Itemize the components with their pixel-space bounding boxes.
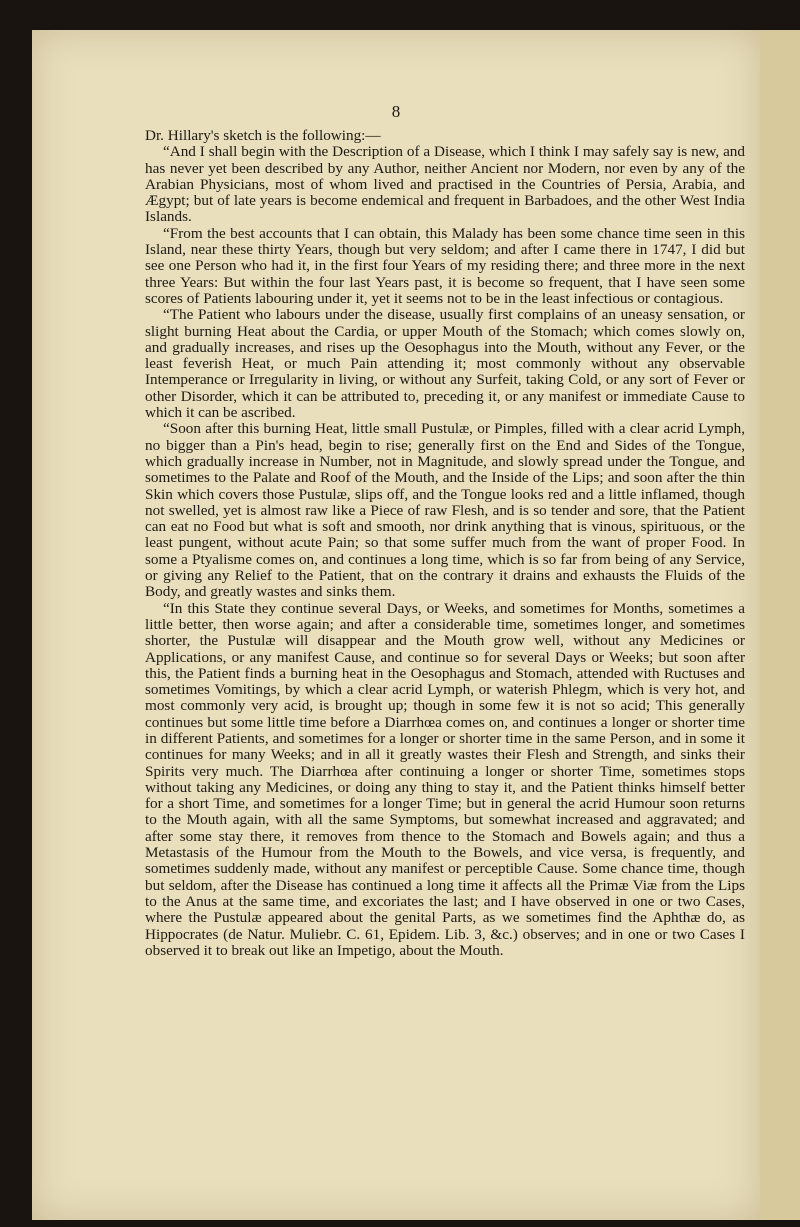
page-number: 8 [391,102,401,121]
body-text [145,128,745,959]
paragraph: “The Patient who labours under the disease, usually first complains of an uneasy sensation, or slight burning Heat about the Cardia, or upper Mouth of the Stomach; which comes slowly on, and gradually increases, and rises up the Oesophagus into the Mouth, without any Fever, or the least feverish Heat, or much Pain attending it; most commonly without any observable Intemperance or Irregularity in living, or without any Surfeit, taking Cold, or any sort of Fever or other Disorder, which it can be attributed to, preceding it, or any manifest or immediate Cause to which it can be ascribed. [145,306,745,422]
adjacent-page-edge [760,30,800,1220]
paragraph: “Soon after this burning Heat, little small Pustulæ, or Pimples, filled with a clear acrid Lymph, no bigger than a Pin's head, begin to rise; generally first on the End and Sides of the Tongue, which gradually increase in Number, not in Magnitude, and slowly spread under the Tongue, and sometimes to the Palate and Roof of the Mouth, and the Inside of the Lips; and soon after the thin Skin which covers those Pustulæ, slips off, and the Tongue looks red and a little inflamed, though not swelled, yet is almost raw like a Piece of raw Flesh, and is so tender and sore, that the Patient can eat no Food but what is soft and smooth, nor drink anything that is vinous, spirituous, or the least pungent, without acute Pain; so that some suffer much from the want of proper Food. In some a Ptyalisme comes on, and continues a long time, which is so far from being of any Service, or giving any Relief to the Patient, that on the contrary it drains and exhausts the Fluids of the Body, and greatly wastes and sinks them. [145,420,745,601]
paragraph: Dr. Hillary's sketch is the following:— [145,127,381,144]
book-page [32,30,760,1220]
paragraph: “From the best accounts that I can obtain, this Malady has been some chance time seen in this Island, near these thirty Years, though but very seldom; and after I came there in 1747, I did but see one Person who had it, in the first four Years of my residing there; and three more in the next three Years: But within the four last Years past, it is become so frequent, that I have seen some scores of Patients labouring under it, yet it seems not to be in the least infectious or contagious. [145,224,745,307]
paragraph: “In this State they continue several Days, or Weeks, and sometimes for Months, sometimes a little better, then worse again; and after a considerable time, sometimes longer, and sometimes shorter, the Pustulæ will disappear and the Mouth grow well, without any Medicines or Applications, or any manifest Cause, and continue so for several Days or Weeks; but soon after this, the Patient finds a burning heat in the Oesophagus and Stomach, attended with Ructuses and sometimes Vomitings, by which a clear acrid Lymph, or waterish Phlegm, which is very hot, and most commonly very acid, is brought up; though in some few it is not so acid; This generally continues but some little time before a Diarrhœa comes on, and continues a longer or shorter time in different Patients, and sometimes for a longer or shorter time in the same Person, and in some it continues for many Weeks; and in all it greatly wastes their Flesh and Strength, and sinks their Spirits very much. The Diarrhœa after continuing a longer or shorter Time, sometimes stops without taking any Medicines, or doing any thing to stay it, and the Patient thinks himself better for a short Time, and sometimes for a longer Time; but in general the acrid Humour soon returns to the Mouth again, with all the same Symptoms, but somewhat increased and aggravated; and after some stay there, it removes from thence to the Stomach and Bowels again; and thus a Metastasis of the Humour from the Mouth to the Bowels, and vice versa, is frequently, and sometimes suddenly made, without any manifest or perceptible Cause. Some chance time, though but seldom, after the Disease has continued a long time it affects all the Primæ Viæ from the Lips to the Anus at the same time, and excoriates the last; and I have observed in one or two Cases, where the Pustulæ appeared about the genital Parts, as we sometimes find the Aphthæ do, as Hippocrates (de Natur. Muliebr. C. 61, Epidem. Lib. 3, &c.) observes; and in one or two Cases I observed it to break out like an Impetigo, about the Mouth. [145,599,745,959]
paragraph: “And I shall begin with the Description of a Disease, which I think I may safely say is new, and has never yet been described by any Author, neither Ancient nor Modern, nor even by any of the Arabian Physicians, most of whom lived and practised in the Countries of Persia, Arabia, and Ægypt; but of late years is become endemical and frequent in Barbadoes, and the other West India Islands. [145,143,745,226]
